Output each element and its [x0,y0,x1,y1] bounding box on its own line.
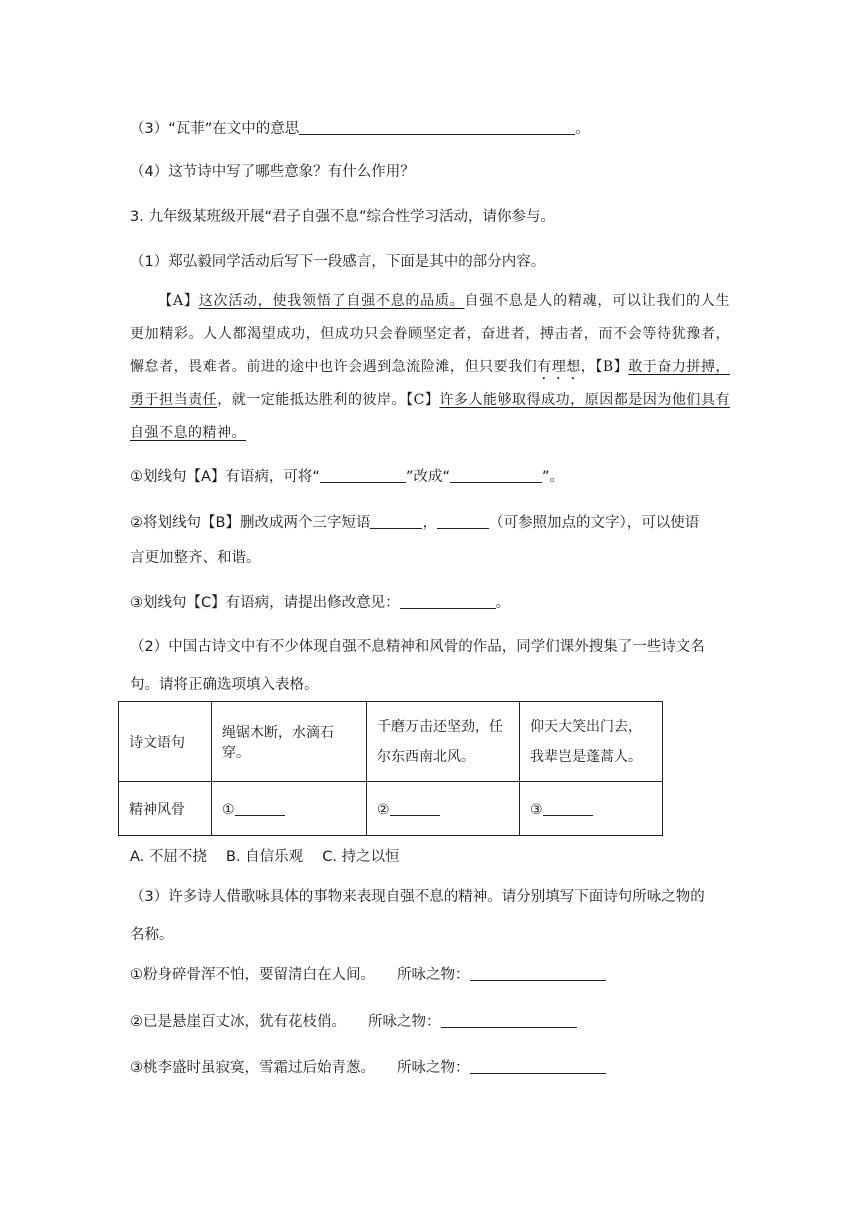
item-1-line [130,466,564,487]
answer-blank[interactable] [235,799,285,816]
item-2-line [130,512,699,533]
part-3-label: （3）许多诗人借歌咏具体的事物来表现自强不息的精神。请分别填写下面诗句所咏之物的 [130,889,705,905]
object-label: 所咏之物： [397,967,470,983]
poetry-table [118,701,663,836]
poem-text: ③桃李盛时虽寂寞，雪霜过后始青葱。 [130,1060,375,1076]
item-3-end: 。 [495,595,511,611]
answer-blank[interactable] [299,118,575,135]
poem-cell-3: 仰天大笑出门去， 我辈岂是蓬蒿人。 [520,702,663,782]
answer-blank[interactable] [370,512,422,529]
tag-c: 【C】 [406,392,440,408]
question-4-line: （4）这节诗中写了哪些意象？有什么作用？ [130,164,415,180]
item-3-text: ③划线句【C】有语病，请提出修改意见： [130,595,400,611]
question-3-line: （3）“瓦菲”在文中的意思 。 [130,118,590,139]
poem-cell-1: 绳锯木断，水滴石穿。 [212,702,367,782]
answer-blank[interactable] [450,466,542,483]
poem-item-3 [130,1057,606,1078]
answer-cell-3: ③ [520,782,663,836]
item-3-line [130,592,510,613]
object-label: 所咏之物： [368,1014,441,1030]
table-row [119,782,663,836]
passage-body: 自强不息是人的精魂，可以让我们的人生更加精彩。人人都渴望成功，但成功只会眷顾坚定者，奋进者，搏击者，而不会等待犹豫者，懈怠者，畏难者。前进的途中也许会遇到急流险滩，但只要我们 [130,293,731,375]
answer-blank[interactable] [441,1011,577,1028]
answer-blank[interactable] [470,964,606,981]
poem-cell-2: 千磨万击还坚劲，任 尔东西南北风。 [367,702,520,782]
answer-cell-1: ① [212,782,367,836]
answer-blank[interactable] [470,1057,606,1074]
part-2-label: （2）中国古诗文中有不少体现自强不息精神和风骨的作品，同学们课外搜集了一些诗文名 [130,639,705,655]
tag-b: ，【B】 [580,359,629,375]
answer-cell-2: ② [367,782,520,836]
item-2-line-2: 言更加整齐、和谐。 [130,550,261,566]
poem-item-2 [130,1011,577,1032]
underlined-sentence-a: 这次活动，使我领悟了自强不息的品质。 [198,293,465,309]
answer-blank[interactable] [437,512,489,529]
answer-blank[interactable] [400,592,496,609]
answer-blank[interactable] [390,799,440,816]
answer-blank[interactable] [543,799,593,816]
answer-blank[interactable] [320,466,406,483]
tag-a: 【A】 [158,293,199,309]
section-3-title: 3. 九年级某班级开展“君子自强不息”综合性学习活动，请你参与。 [130,209,555,225]
passage-text [130,285,730,450]
question-3-label: （3）“瓦菲”在文中的意思 [130,121,300,137]
table-row [119,702,663,782]
part-1-label: （1）郑弘毅同学活动后写下一段感言，下面是其中的部分内容。 [130,254,546,270]
poem-text: ①粉身碎骨浑不怕，要留清白在人间。 [130,967,375,983]
part-2-label-2: 句。请将正确选项填入表格。 [130,677,319,693]
item-2-sep: ， [422,515,437,531]
item-1-text: ①划线句【A】有语病，可将“ [130,469,320,485]
object-label: 所咏之物： [397,1060,470,1076]
item-2-text-2: （可参照加点的文字），可以使语 [488,515,700,531]
poem-item-1 [130,964,606,985]
underlined-sentence-b: 敢于奋力拼搏，勇于担当责任 [130,359,731,408]
options-line: A. 不屈不挠 B. 自信乐观 C. 持之以恒 [130,849,400,865]
item-2-text: ②将划线句【B】删改成两个三字短语 [130,515,371,531]
passage-body-2: ，就一定能抵达胜利的彼岸。 [217,392,407,408]
item-1-text-2: ”改成“ [405,469,450,485]
part-3-label-2: 名称。 [130,927,174,943]
underlined-sentence-c: 许多人能够取得成功，原因都是因为他们具有自强不息的精神。 [130,392,730,441]
row-header-spirit: 精神风骨 [119,782,212,836]
dotted-phrase: 有理想 [537,359,581,375]
poem-text: ②已是悬崖百丈冰，犹有花枝俏。 [130,1014,346,1030]
item-1-text-3: ”。 [541,469,564,485]
row-header-poem: 诗文语句 [119,702,212,782]
